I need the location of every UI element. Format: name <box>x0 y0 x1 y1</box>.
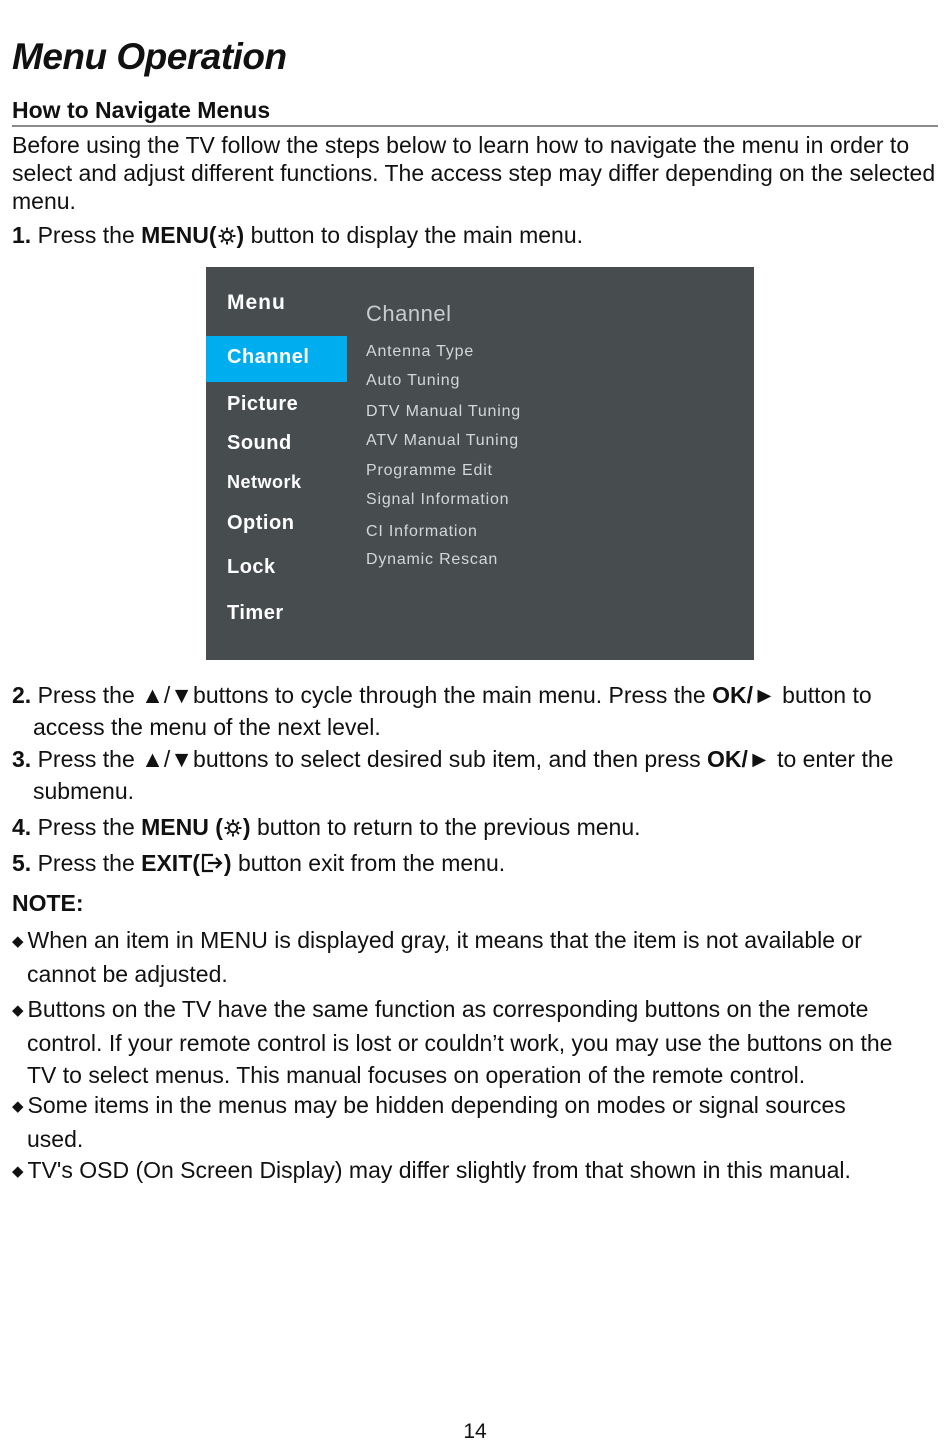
step-text: Press the <box>37 222 135 248</box>
step-text: Press the <box>37 850 135 876</box>
bullet-icon: ◆ <box>12 1098 24 1115</box>
osd-menu-title: Menu <box>227 291 286 314</box>
note-item: ◆ Buttons on the TV have the same function as corresponding buttons on the remote control. If your remote control is lost or couldn’t work, you may use the buttons on the TV to select menus. This manual focuses on operation of the remote control. <box>12 996 893 1088</box>
step-text: button to display the main menu. <box>250 222 583 248</box>
exit-icon <box>200 850 224 882</box>
osd-main-item-channel: Channel <box>206 336 347 382</box>
step-number: 5. <box>12 850 32 876</box>
step-text: to enter the <box>777 746 894 772</box>
ok-key: OK/► <box>712 682 776 708</box>
step-number: 2. <box>12 682 32 708</box>
step-text: Press the ▲/▼buttons to select desired sub item, and then press <box>37 746 701 772</box>
step-text: Press the <box>37 814 135 840</box>
step-4 <box>12 811 641 846</box>
osd-sub-item: Programme Edit <box>366 462 493 479</box>
intro-paragraph: Before using the TV follow the steps below to learn how to navigate the menu in order to select and adjust different functions. The access step may differ depending on the selected menu. <box>12 132 936 214</box>
note-item: ◆ When an item in MENU is displayed gray, it means that the item is not available or cannot be adjusted. <box>12 927 862 987</box>
gear-icon <box>223 814 243 846</box>
step-5 <box>12 847 505 882</box>
step-text: button exit from the menu. <box>237 850 506 876</box>
osd-menu-screenshot: Menu Channel Picture Sound Network Option Lock Timer Channel Antenna Type Auto Tuning DTV Manual Tuning ATV Manual Tuning Programme Edit Signal Information CI Information Dynamic Rescan <box>206 267 754 660</box>
menu-key: MENU( ) <box>141 222 244 248</box>
ok-key: OK/► <box>707 746 771 772</box>
gear-icon <box>217 222 237 254</box>
note-item: ◆ Some items in the menus may be hidden depending on modes or signal sources used. <box>12 1092 846 1152</box>
step-2 <box>12 679 942 743</box>
note-item: ◆ TV's OSD (On Screen Display) may differ slightly from that shown in this manual. <box>12 1157 851 1183</box>
bullet-icon: ◆ <box>12 933 24 950</box>
step-number: 3. <box>12 746 32 772</box>
step-number: 1. <box>12 222 32 248</box>
bullet-icon: ◆ <box>12 1163 24 1180</box>
osd-sub-item: Antenna Type <box>366 343 475 360</box>
step-3 <box>12 743 942 807</box>
step-text: button to <box>782 682 872 708</box>
step-number: 4. <box>12 814 32 840</box>
page-number: 14 <box>463 1420 487 1443</box>
osd-sub-item: ATV Manual Tuning <box>366 432 519 449</box>
step-text: button to return to the previous menu. <box>256 814 641 840</box>
step-text: Press the ▲/▼buttons to cycle through the main menu. Press the <box>37 682 706 708</box>
exit-key: EXIT( ) <box>141 850 231 876</box>
osd-sub-item: Signal Information <box>366 491 510 508</box>
osd-sub-item: DTV Manual Tuning <box>366 403 522 420</box>
osd-sub-item: Dynamic Rescan <box>366 551 499 568</box>
osd-sub-title: Channel <box>366 301 452 326</box>
note-heading: NOTE: <box>12 890 84 916</box>
menu-key: MENU ( ) <box>141 814 250 840</box>
bullet-icon: ◆ <box>12 1002 24 1019</box>
step-1 <box>12 219 583 254</box>
section-heading: How to Navigate Menus <box>12 97 938 127</box>
step-text-continued: submenu. <box>33 778 135 804</box>
osd-sub-item: CI Information <box>366 523 478 540</box>
osd-sub-item: Auto Tuning <box>366 372 461 389</box>
page-title: Menu Operation <box>12 36 287 77</box>
step-text-continued: access the menu of the next level. <box>33 714 381 740</box>
